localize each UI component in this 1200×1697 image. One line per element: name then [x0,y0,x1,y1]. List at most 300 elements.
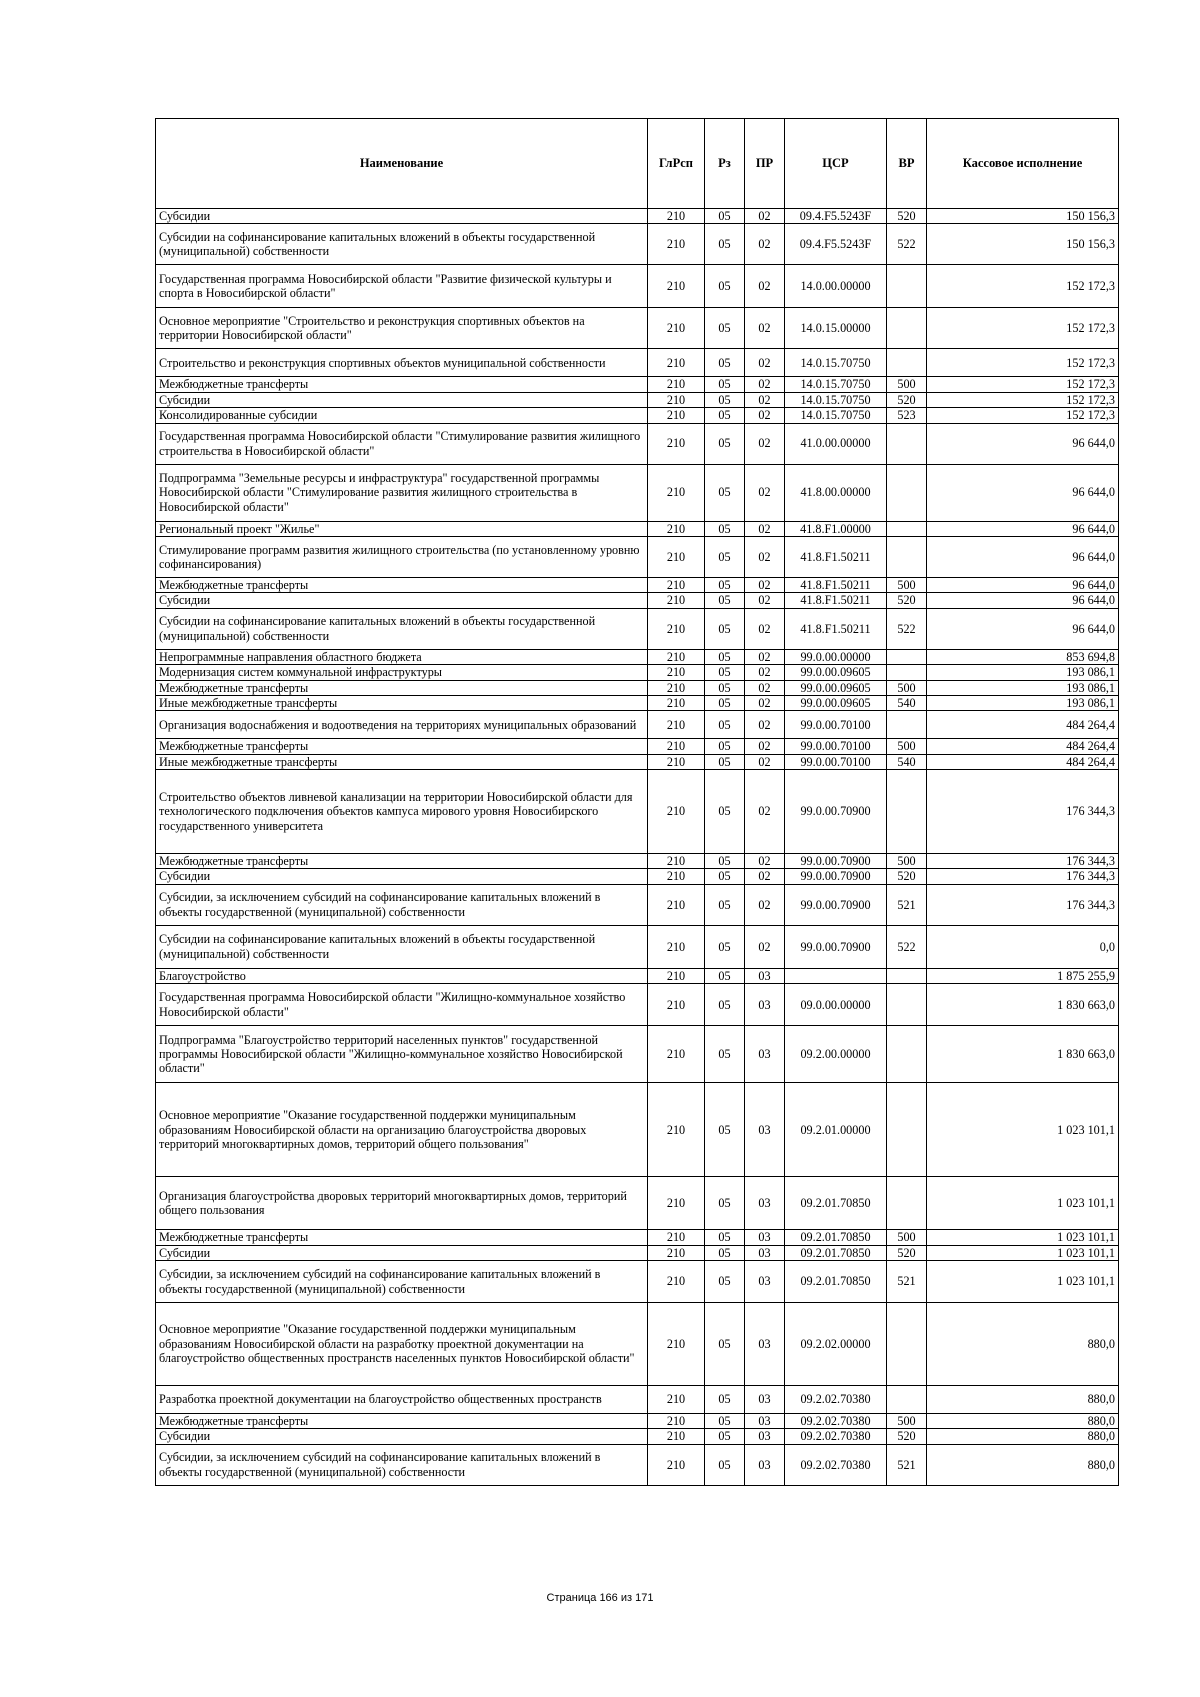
cell-name: Субсидии [156,209,648,224]
cell-name: Субсидии [156,392,648,407]
table-row [156,1230,1119,1245]
header-row [156,119,1119,209]
header-rz: Рз [705,119,745,209]
cell-pr: 02 [745,711,785,739]
cell-vr: 500 [887,854,927,869]
cell-rz: 05 [705,349,745,377]
table-row [156,577,1119,592]
cell-rz: 05 [705,1303,745,1386]
cell-name: Основное мероприятие "Оказание государственной поддержки муниципальным образованиям Новосибирской области на разработку проектной документации на благоустройство общественных пространств населенных пунктов Новосибирской области" [156,1303,648,1386]
cell-gl: 210 [648,854,705,869]
cell-gl: 210 [648,464,705,521]
cell-gl: 210 [648,265,705,308]
cell-rz: 05 [705,984,745,1026]
cell-gl: 210 [648,349,705,377]
cell-gl: 210 [648,739,705,754]
cell-amount: 1 875 255,9 [927,968,1119,983]
cell-name: Подпрограмма "Земельные ресурсы и инфраструктура" государственной программы Новосибирской области "Стимулирование развития жилищного строительства в Новосибирской области" [156,464,648,521]
cell-name: Региональный проект "Жилье" [156,521,648,536]
cell-gl: 210 [648,665,705,680]
cell-amount: 152 172,3 [927,308,1119,349]
cell-gl: 210 [648,1386,705,1414]
cell-amount: 176 344,3 [927,854,1119,869]
cell-csr: 09.2.02.70380 [785,1429,887,1444]
cell-vr [887,1083,927,1177]
cell-pr: 02 [745,377,785,392]
cell-vr [887,308,927,349]
cell-amount: 484 264,4 [927,711,1119,739]
cell-amount: 152 172,3 [927,349,1119,377]
cell-amount: 152 172,3 [927,392,1119,407]
cell-name: Субсидии, за исключением субсидий на софинансирование капитальных вложений в объекты государственной (муниципальной) собственности [156,1444,648,1485]
cell-pr: 02 [745,695,785,710]
cell-gl: 210 [648,423,705,464]
cell-pr: 02 [745,577,785,592]
cell-pr: 03 [745,1386,785,1414]
cell-vr [887,521,927,536]
cell-pr: 02 [745,770,785,854]
cell-csr: 14.0.15.70750 [785,392,887,407]
cell-amount: 853 694,8 [927,649,1119,664]
cell-rz: 05 [705,711,745,739]
cell-vr: 522 [887,925,927,968]
cell-csr: 09.2.02.70380 [785,1444,887,1485]
cell-csr: 14.0.15.70750 [785,377,887,392]
cell-name: Подпрограмма "Благоустройство территорий населенных пунктов" государственной программы Новосибирской области "Жилищно-коммунальное хозяйство Новосибирской области" [156,1026,648,1083]
cell-amount: 0,0 [927,925,1119,968]
cell-vr: 520 [887,593,927,608]
cell-name: Стимулирование программ развития жилищного строительства (по установленному уровню софинансирования) [156,536,648,577]
cell-gl: 210 [648,649,705,664]
cell-rz: 05 [705,665,745,680]
cell-csr: 99.0.00.09605 [785,695,887,710]
table-row [156,1177,1119,1230]
cell-amount: 96 644,0 [927,464,1119,521]
header-amount: Кассовое исполнение [927,119,1119,209]
cell-name: Субсидии, за исключением субсидий на софинансирование капитальных вложений в объекты государственной (муниципальной) собственности [156,1261,648,1303]
cell-rz: 05 [705,308,745,349]
cell-csr: 09.2.01.70850 [785,1245,887,1260]
cell-name: Государственная программа Новосибирской области "Жилищно-коммунальное хозяйство Новосибирской области" [156,984,648,1026]
cell-rz: 05 [705,224,745,265]
cell-amount: 152 172,3 [927,265,1119,308]
cell-csr: 99.0.00.09605 [785,680,887,695]
cell-csr [785,968,887,983]
cell-vr: 521 [887,884,927,925]
table-row [156,1386,1119,1414]
cell-name: Межбюджетные трансферты [156,1414,648,1429]
cell-gl: 210 [648,1245,705,1260]
cell-name: Субсидии на софинансирование капитальных вложений в объекты государственной (муниципальной) собственности [156,608,648,649]
cell-vr [887,968,927,983]
cell-name: Консолидированные субсидии [156,408,648,423]
cell-rz: 05 [705,464,745,521]
cell-name: Благоустройство [156,968,648,983]
table-row [156,464,1119,521]
cell-csr: 99.0.00.70900 [785,884,887,925]
cell-gl: 210 [648,521,705,536]
cell-amount: 880,0 [927,1303,1119,1386]
cell-vr [887,665,927,680]
cell-vr [887,1386,927,1414]
cell-pr: 02 [745,680,785,695]
cell-vr: 520 [887,869,927,884]
cell-csr: 09.4.F5.5243F [785,224,887,265]
cell-rz: 05 [705,209,745,224]
cell-amount: 176 344,3 [927,770,1119,854]
cell-rz: 05 [705,1261,745,1303]
cell-csr: 99.0.00.70900 [785,854,887,869]
cell-name: Субсидии [156,1245,648,1260]
cell-gl: 210 [648,593,705,608]
cell-gl: 210 [648,536,705,577]
table-row [156,854,1119,869]
cell-rz: 05 [705,739,745,754]
cell-pr: 02 [745,224,785,265]
cell-csr: 09.2.02.70380 [785,1386,887,1414]
cell-pr: 03 [745,1414,785,1429]
cell-amount: 880,0 [927,1429,1119,1444]
cell-gl: 210 [648,209,705,224]
cell-vr: 520 [887,1245,927,1260]
cell-gl: 210 [648,1177,705,1230]
cell-name: Межбюджетные трансферты [156,854,648,869]
cell-pr: 02 [745,392,785,407]
table-row [156,265,1119,308]
cell-vr [887,649,927,664]
cell-gl: 210 [648,408,705,423]
cell-csr: 99.0.00.70900 [785,869,887,884]
cell-pr: 02 [745,593,785,608]
cell-gl: 210 [648,1429,705,1444]
cell-gl: 210 [648,1083,705,1177]
cell-pr: 03 [745,1261,785,1303]
cell-csr: 14.0.15.70750 [785,408,887,423]
table-row [156,884,1119,925]
table-row [156,695,1119,710]
cell-vr: 521 [887,1261,927,1303]
cell-csr: 99.0.00.70100 [785,711,887,739]
cell-csr: 99.0.00.00000 [785,649,887,664]
cell-amount: 96 644,0 [927,577,1119,592]
cell-csr: 41.8.F1.50211 [785,536,887,577]
table-row [156,665,1119,680]
cell-pr: 03 [745,968,785,983]
cell-rz: 05 [705,968,745,983]
cell-csr: 41.8.F1.50211 [785,593,887,608]
cell-pr: 03 [745,1177,785,1230]
cell-amount: 96 644,0 [927,593,1119,608]
header-glrsp: ГлРсп [648,119,705,209]
cell-rz: 05 [705,1026,745,1083]
cell-csr: 09.2.00.00000 [785,1026,887,1083]
table-row [156,1261,1119,1303]
cell-rz: 05 [705,1230,745,1245]
cell-vr [887,464,927,521]
cell-name: Межбюджетные трансферты [156,1230,648,1245]
cell-csr: 99.0.00.70100 [785,739,887,754]
cell-name: Субсидии [156,869,648,884]
table-row [156,521,1119,536]
cell-rz: 05 [705,695,745,710]
table-row [156,754,1119,769]
cell-rz: 05 [705,577,745,592]
cell-pr: 02 [745,308,785,349]
table-row [156,423,1119,464]
table-row [156,593,1119,608]
cell-name: Строительство и реконструкция спортивных объектов муниципальной собственности [156,349,648,377]
cell-csr: 09.2.02.00000 [785,1303,887,1386]
table-row [156,770,1119,854]
cell-vr [887,1026,927,1083]
cell-gl: 210 [648,884,705,925]
cell-name: Субсидии [156,1429,648,1444]
cell-amount: 484 264,4 [927,754,1119,769]
cell-csr: 99.0.00.70900 [785,770,887,854]
table-row [156,680,1119,695]
cell-name: Организация благоустройства дворовых территорий многоквартирных домов, территорий общего пользования [156,1177,648,1230]
cell-pr: 02 [745,884,785,925]
cell-vr: 522 [887,224,927,265]
cell-vr: 500 [887,739,927,754]
cell-gl: 210 [648,392,705,407]
cell-amount: 1 023 101,1 [927,1245,1119,1260]
cell-name: Иные межбюджетные трансферты [156,754,648,769]
cell-rz: 05 [705,754,745,769]
cell-rz: 05 [705,1245,745,1260]
cell-vr: 500 [887,680,927,695]
cell-gl: 210 [648,1230,705,1245]
cell-amount: 1 023 101,1 [927,1230,1119,1245]
cell-name: Субсидии [156,593,648,608]
cell-rz: 05 [705,1083,745,1177]
cell-csr: 09.2.01.00000 [785,1083,887,1177]
cell-name: Государственная программа Новосибирской области "Стимулирование развития жилищного строительства в Новосибирской области" [156,423,648,464]
cell-csr: 99.0.00.09605 [785,665,887,680]
cell-name: Модернизация систем коммунальной инфраструктуры [156,665,648,680]
cell-pr: 03 [745,1429,785,1444]
cell-csr: 99.0.00.70100 [785,754,887,769]
cell-csr: 41.8.F1.50211 [785,577,887,592]
cell-amount: 880,0 [927,1386,1119,1414]
cell-amount: 176 344,3 [927,869,1119,884]
cell-name: Субсидии на софинансирование капитальных вложений в объекты государственной (муниципальной) собственности [156,224,648,265]
cell-pr: 02 [745,464,785,521]
table-row [156,649,1119,664]
cell-vr: 500 [887,377,927,392]
table-row [156,1444,1119,1485]
cell-vr: 540 [887,695,927,710]
cell-amount: 880,0 [927,1444,1119,1485]
cell-rz: 05 [705,265,745,308]
cell-pr: 02 [745,265,785,308]
cell-vr: 500 [887,1414,927,1429]
cell-csr: 09.2.01.70850 [785,1230,887,1245]
cell-csr: 41.0.00.00000 [785,423,887,464]
cell-gl: 210 [648,577,705,592]
cell-gl: 210 [648,1261,705,1303]
cell-amount: 193 086,1 [927,680,1119,695]
cell-amount: 150 156,3 [927,224,1119,265]
cell-pr: 02 [745,408,785,423]
cell-rz: 05 [705,869,745,884]
cell-vr: 520 [887,209,927,224]
cell-amount: 96 644,0 [927,521,1119,536]
cell-name: Субсидии на софинансирование капитальных вложений в объекты государственной (муниципальной) собственности [156,925,648,968]
table-row [156,968,1119,983]
cell-gl: 210 [648,869,705,884]
cell-rz: 05 [705,521,745,536]
cell-pr: 03 [745,1026,785,1083]
table-row [156,739,1119,754]
table-row [156,392,1119,407]
cell-gl: 210 [648,1303,705,1386]
cell-csr: 14.0.00.00000 [785,265,887,308]
cell-amount: 1 830 663,0 [927,1026,1119,1083]
cell-name: Организация водоснабжения и водоотведения на территориях муниципальных образований [156,711,648,739]
cell-csr: 09.2.02.70380 [785,1414,887,1429]
table-row [156,1245,1119,1260]
table-row [156,925,1119,968]
header-name: Наименование [156,119,648,209]
cell-gl: 210 [648,695,705,710]
cell-amount: 96 644,0 [927,423,1119,464]
cell-pr: 02 [745,608,785,649]
cell-pr: 02 [745,854,785,869]
cell-pr: 03 [745,1083,785,1177]
cell-vr: 500 [887,577,927,592]
cell-rz: 05 [705,1444,745,1485]
table-row [156,1303,1119,1386]
cell-csr: 09.0.00.00000 [785,984,887,1026]
table-row [156,869,1119,884]
budget-table [155,118,1119,1486]
cell-rz: 05 [705,1429,745,1444]
cell-vr: 520 [887,1429,927,1444]
cell-amount: 1 023 101,1 [927,1261,1119,1303]
table-row [156,984,1119,1026]
cell-amount: 96 644,0 [927,608,1119,649]
cell-amount: 152 172,3 [927,408,1119,423]
table-row [156,308,1119,349]
table-row [156,711,1119,739]
cell-vr [887,1177,927,1230]
cell-pr: 02 [745,209,785,224]
cell-amount: 150 156,3 [927,209,1119,224]
cell-name: Строительство объектов ливневой канализации на территории Новосибирской области для технологического подключения объектов кампуса мирового уровня Новосибирского государственного университета [156,770,648,854]
cell-rz: 05 [705,423,745,464]
cell-pr: 02 [745,536,785,577]
cell-csr: 14.0.15.70750 [785,349,887,377]
cell-name: Межбюджетные трансферты [156,739,648,754]
cell-csr: 09.2.01.70850 [785,1177,887,1230]
cell-vr [887,711,927,739]
cell-vr [887,536,927,577]
cell-gl: 210 [648,224,705,265]
cell-vr: 523 [887,408,927,423]
cell-amount: 193 086,1 [927,695,1119,710]
cell-gl: 210 [648,711,705,739]
table-row [156,349,1119,377]
cell-gl: 210 [648,925,705,968]
header-csr: ЦСР [785,119,887,209]
cell-gl: 210 [648,1026,705,1083]
cell-csr: 14.0.15.00000 [785,308,887,349]
cell-vr: 520 [887,392,927,407]
cell-rz: 05 [705,854,745,869]
cell-gl: 210 [648,754,705,769]
cell-amount: 880,0 [927,1414,1119,1429]
cell-name: Разработка проектной документации на благоустройство общественных пространств [156,1386,648,1414]
cell-gl: 210 [648,1414,705,1429]
header-pr: ПР [745,119,785,209]
cell-pr: 03 [745,1230,785,1245]
cell-rz: 05 [705,884,745,925]
cell-rz: 05 [705,770,745,854]
table-row [156,1083,1119,1177]
cell-amount: 484 264,4 [927,739,1119,754]
cell-vr [887,1303,927,1386]
cell-vr: 521 [887,1444,927,1485]
cell-csr: 41.8.F1.50211 [785,608,887,649]
cell-vr [887,984,927,1026]
cell-name: Межбюджетные трансферты [156,377,648,392]
cell-amount: 193 086,1 [927,665,1119,680]
cell-amount: 1 830 663,0 [927,984,1119,1026]
table-row [156,608,1119,649]
cell-pr: 02 [745,423,785,464]
cell-pr: 02 [745,739,785,754]
cell-name: Иные межбюджетные трансферты [156,695,648,710]
cell-rz: 05 [705,377,745,392]
cell-pr: 02 [745,665,785,680]
cell-csr: 41.8.00.00000 [785,464,887,521]
table-row [156,536,1119,577]
cell-vr [887,349,927,377]
cell-rz: 05 [705,392,745,407]
cell-amount: 1 023 101,1 [927,1177,1119,1230]
cell-pr: 02 [745,925,785,968]
cell-csr: 41.8.F1.00000 [785,521,887,536]
cell-rz: 05 [705,680,745,695]
cell-rz: 05 [705,925,745,968]
cell-gl: 210 [648,308,705,349]
table-row [156,224,1119,265]
cell-gl: 210 [648,984,705,1026]
cell-rz: 05 [705,1177,745,1230]
cell-pr: 02 [745,521,785,536]
cell-vr [887,423,927,464]
cell-pr: 02 [745,349,785,377]
header-vr: ВР [887,119,927,209]
cell-vr: 522 [887,608,927,649]
cell-pr: 02 [745,649,785,664]
cell-amount: 96 644,0 [927,536,1119,577]
cell-rz: 05 [705,608,745,649]
cell-rz: 05 [705,408,745,423]
cell-rz: 05 [705,1414,745,1429]
cell-pr: 02 [745,754,785,769]
cell-name: Основное мероприятие "Строительство и реконструкция спортивных объектов на территории Новосибирской области" [156,308,648,349]
cell-pr: 03 [745,1245,785,1260]
table-row [156,1026,1119,1083]
cell-csr: 09.4.F5.5243F [785,209,887,224]
cell-amount: 152 172,3 [927,377,1119,392]
cell-rz: 05 [705,593,745,608]
cell-vr [887,770,927,854]
cell-pr: 02 [745,869,785,884]
cell-rz: 05 [705,1386,745,1414]
